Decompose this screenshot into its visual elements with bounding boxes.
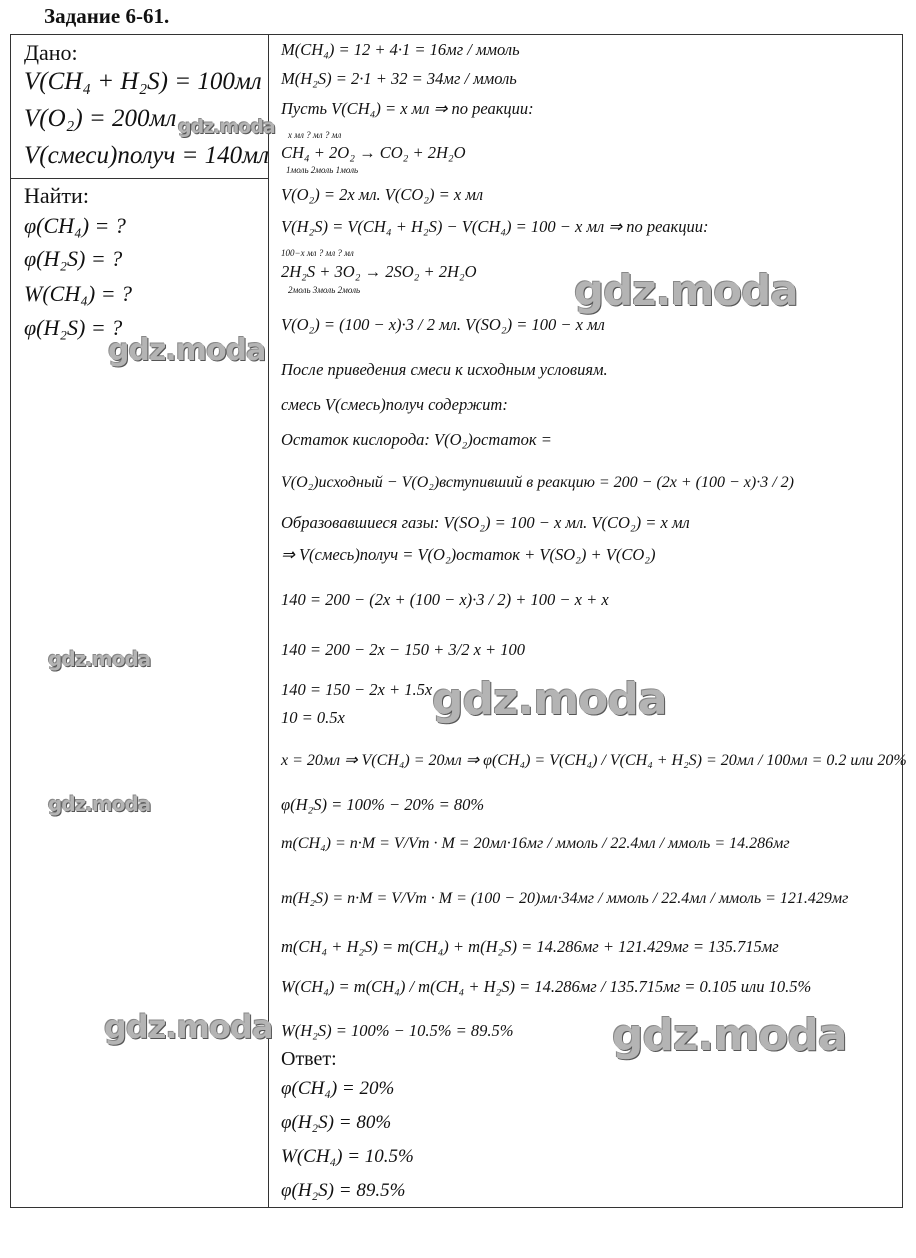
given-line: V(смеси)получ = 140мл [24, 142, 270, 169]
solution-line: m(CH₄ + H₂S) = m(CH₄) + m(H₂S) = 14.286мг + 121.429мг = 135.715мг [281, 937, 779, 956]
reaction-annotation: x мл ? мл ? мл [288, 130, 342, 140]
solution-line: M(CH₄) = 12 + 4·1 = 16мг / ммоль [281, 40, 520, 59]
answer-line: W(CH₄) = 10.5% [281, 1146, 414, 1167]
solution-line: V(O₂)исходный − V(O₂)вступивший в реакцию = 200 − (2x + (100 − x)·3 / 2) [281, 474, 795, 491]
watermark: gdz.moda [48, 647, 151, 671]
solution-line: После приведения смеси к исходным условиям. [281, 360, 608, 379]
solution-line: M(H₂S) = 2·1 + 32 = 34мг / ммоль [281, 69, 517, 88]
given-line: V(O₂) = 200мл [24, 105, 177, 132]
find-line: φ(H₂S) = ? [24, 315, 123, 340]
solution-line: m(H₂S) = n·M = V/Vm · M = (100 − 20)мл·34мг / ммоль / 22.4мл / ммоль = 121.429мг [281, 890, 849, 907]
watermark: gdz.moda [48, 792, 151, 816]
solution-line: m(CH₄) = n·M = V/Vm · M = 20мл·16мг / ммоль / 22.4мл / ммоль = 14.286мг [281, 835, 790, 852]
solution-line: V(H₂S) = V(CH₄ + H₂S) − V(CH₄) = 100 − x мл ⇒ по реакции: [281, 217, 709, 236]
watermark: gdz.moda [432, 674, 667, 725]
solution-line: ⇒ V(смесь)получ = V(O₂)остаток + V(SO₂) + V(CO₂) [281, 545, 656, 564]
answer-header: Ответ: [281, 1048, 337, 1070]
solution-line: 140 = 150 − 2x + 1.5x [281, 680, 433, 699]
solution-line: Образовавшиеся газы: V(SO₂) = 100 − x мл. V(CO₂) = x мл [281, 513, 690, 532]
watermark: gdz.moda [574, 266, 798, 315]
solution-line: Пусть V(CH₄) = x мл ⇒ по реакции: [281, 99, 534, 118]
answer-line: φ(H₂S) = 80% [281, 1112, 392, 1133]
find-line: φ(H₂S) = ? [24, 246, 123, 271]
reaction-annotation: 1моль 2моль 1моль [286, 165, 359, 175]
solution-line: смесь V(смесь)получ содержит: [281, 395, 508, 414]
answer-line: φ(H₂S) = 89.5% [281, 1180, 406, 1201]
solution-line: x = 20мл ⇒ V(CH₄) = 20мл ⇒ φ(CH₄) = V(CH₄) / V(CH₄ + H₂S) = 20мл / 100мл = 0.2 или 20% [281, 752, 907, 769]
answer-line: φ(CH₄) = 20% [281, 1078, 395, 1099]
solution-line: W(CH₄) = m(CH₄) / m(CH₄ + H₂S) = 14.286мг / 135.715мг = 0.105 или 10.5% [281, 977, 812, 996]
solution-line: V(O₂) = 2x мл. V(CO₂) = x мл [281, 185, 484, 204]
reaction-annotation: 100−x мл ? мл ? мл [281, 248, 354, 258]
task-title: Задание 6-61. [44, 4, 170, 28]
solution-line: 10 = 0.5x [281, 708, 345, 727]
reaction-equation: CH₄ + 2O₂ → CO₂ + 2H₂O [281, 143, 466, 162]
find-header: Найти: [24, 183, 89, 208]
given-line: V(CH₄ + H₂S) = 100мл [24, 68, 262, 95]
reaction-annotation: 2моль 3моль 2моль [288, 285, 361, 295]
solution-line: φ(H₂S) = 100% − 20% = 80% [281, 795, 485, 814]
find-line: W(CH₄) = ? [24, 281, 133, 306]
solution-line: 140 = 200 − (2x + (100 − x)·3 / 2) + 100 − x + x [281, 590, 609, 609]
watermark: gdz.moda [612, 1010, 847, 1061]
solution-line: Остаток кислорода: V(O₂)остаток = [281, 430, 552, 449]
find-line: φ(CH₄) = ? [24, 213, 126, 238]
watermark: gdz.moda [104, 1008, 273, 1046]
watermark: gdz.moda [108, 333, 266, 368]
solution-line: W(H₂S) = 100% − 10.5% = 89.5% [281, 1021, 514, 1040]
solution-line: 140 = 200 − 2x − 150 + 3/2 x + 100 [281, 640, 526, 659]
reaction-equation: 2H₂S + 3O₂ → 2SO₂ + 2H₂O [281, 262, 477, 281]
watermark: gdz.moda [178, 116, 275, 138]
given-header: Дано: [24, 40, 78, 65]
solution-line: V(O₂) = (100 − x)·3 / 2 мл. V(SO₂) = 100 − x мл [281, 315, 605, 334]
given-find-divider [10, 178, 268, 179]
